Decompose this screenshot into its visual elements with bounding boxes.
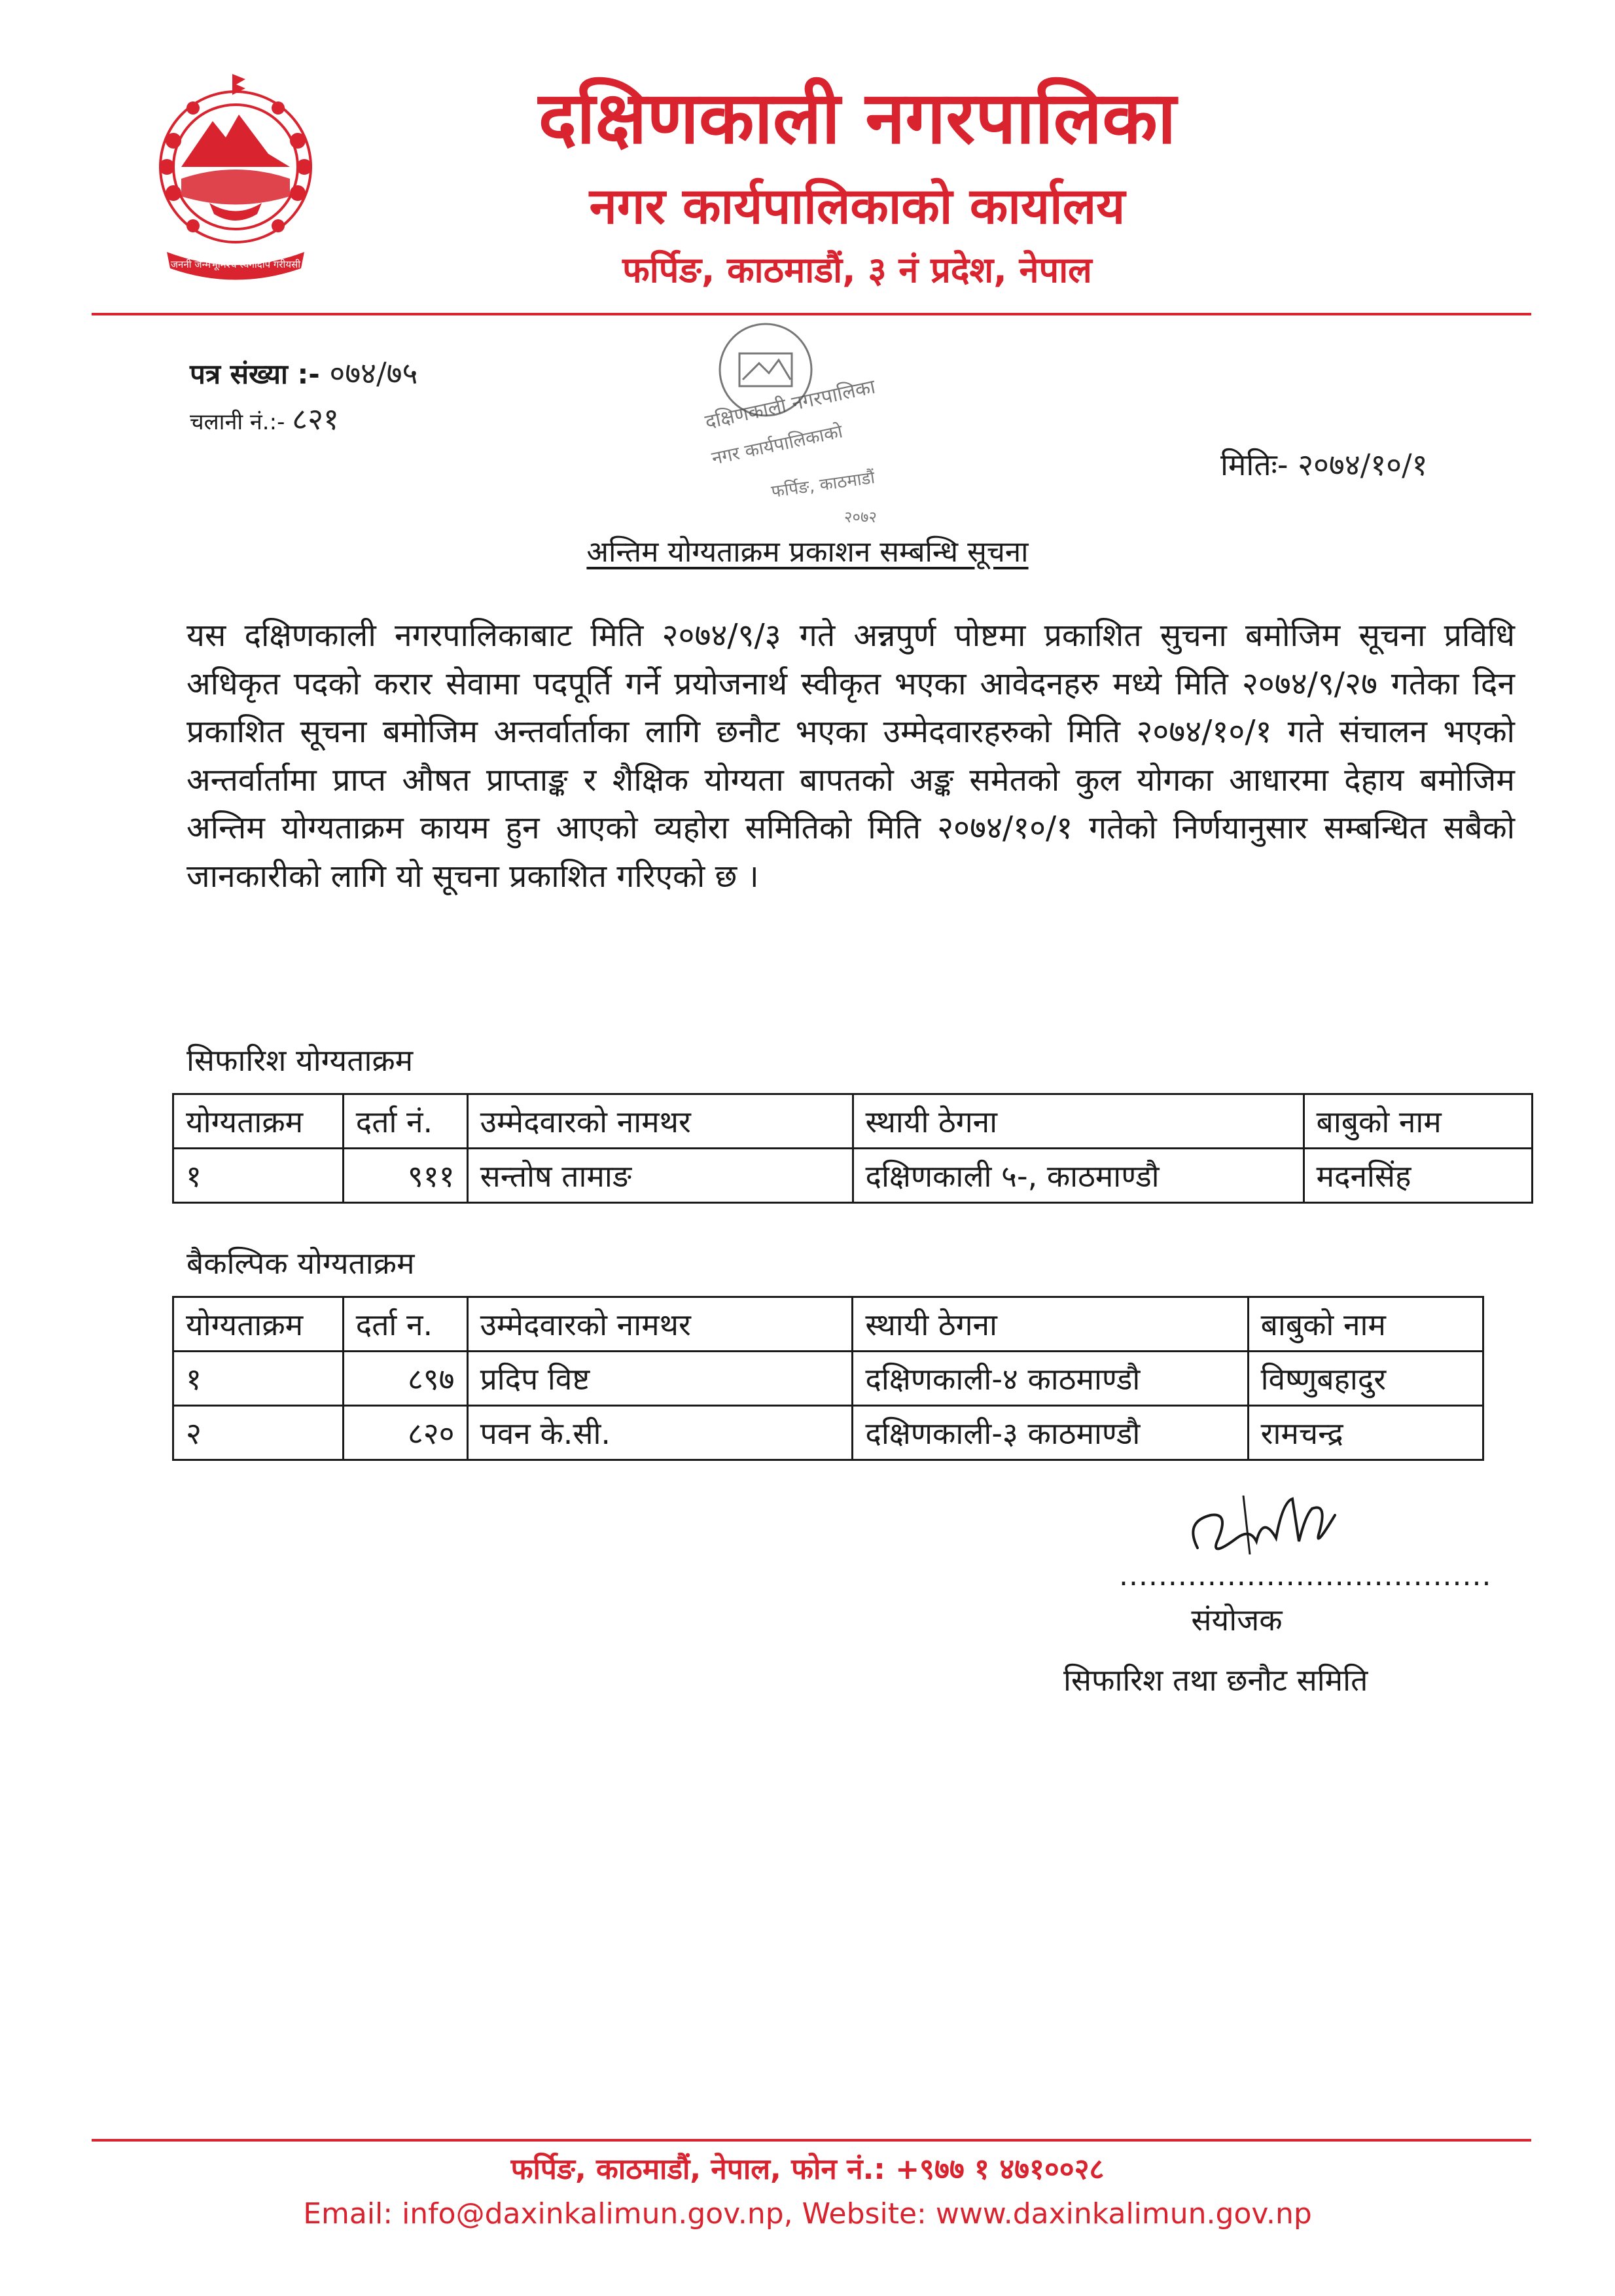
stamp-line-4: २०७२ [844,508,877,526]
column-header: स्थायी ठेगना [853,1094,1304,1149]
father-name-cell: विष्णुबहादुर [1248,1352,1483,1406]
rank-cell: १ [173,1352,344,1406]
column-header: उम्मेदवारको नामथर [467,1094,853,1149]
rank-cell: १ [173,1149,344,1203]
signature-line: ...................................... [1119,1559,1492,1592]
alternate-ranking-table [172,1296,1484,1461]
table-row [173,1149,1533,1203]
recommended-ranking-title: सिफारिश योग्यताक्रम [186,1043,414,1078]
letter-number-label: पत्र संख्या :- [190,358,320,390]
table-header-row [173,1297,1483,1352]
letter-number-value: ०७४/७५ [329,355,418,391]
notice-body: यस दक्षिणकाली नगरपालिकाबाट मिति २०७४/९/३ गते अन्नपुर्ण पोष्टमा प्रकाशित सुचना बमोजिम सूचना प्रविधि अधिकृत पदको करार सेवामा पदपूर्ति गर्ने प्रयोजनार्थ स्वीकृत भएका आवेदनहरु मध्ये मिति २०७४/९/२७ गतेका दिन प्रकाशित सूचना बमोजिम अन्तर्वार्ताका लागि छनौट भएका उम्मेदवारहरुको मिति २०७४/१०/१ गते संचालन भएको अन्तर्वार्तामा प्राप्त औषत प्राप्ताङ्क र शैक्षिक योग्यता बापतको अङ्क समेतको कुल योगका आधारमा देहाय बमोजिम अन्तिम योग्यताक्रम कायम हुन आएको व्यहोरा समितिको मिति २०७४/१०/१ गतेको निर्णयानुसार सम्बन्धित सबैको जानकारीको लागि यो सूचना प्रकाशित गरिएको छ । [186,617,1515,895]
table-row [173,1352,1483,1406]
table-header-row [173,1094,1533,1149]
address-cell: दक्षिणकाली ५-, काठमाण्डौ [853,1149,1304,1203]
recommended-ranking-table [172,1093,1533,1204]
stamp-line-1: दक्षिणकाली नगरपालिका [703,375,878,434]
letter-number [190,353,417,394]
registration-number-cell: ८२० [343,1406,467,1460]
rank-cell: २ [173,1406,344,1460]
registration-number-cell: ८९७ [343,1352,467,1406]
letter-date [1220,445,1428,484]
notice-title-text: अन्तिम योग्यताक्रम प्रकाशन सम्बन्धि सूचना [586,535,1029,569]
candidate-name-cell: पवन के.सी. [467,1406,853,1460]
table-row [173,1406,1483,1460]
emblem-motto: जननी जन्मभूमिश्च स्वर्गादपि गरीयसी [170,259,301,270]
alternate-ranking-title: बैकल्पिक योग्यताक्रम [186,1246,415,1281]
dispatch-number-label: चलानी नं.:- [190,409,285,435]
father-name-cell: रामचन्द्र [1248,1406,1483,1460]
office-name: नगर कार्यपालिकाको कार्यालय [589,177,1126,235]
column-header: बाबुको नाम [1248,1297,1483,1352]
stamp-line-2: नगर कार्यपालिकाको [709,420,845,469]
candidate-name-cell: प्रदिप विष्ट [467,1352,853,1406]
candidate-name-cell: सन्तोष तामाङ [467,1149,853,1203]
column-header: उम्मेदवारको नामथर [467,1297,853,1352]
date-value: २०७४/१०/१ [1298,447,1428,482]
dispatch-number-value: ८२१ [292,401,339,437]
footer-divider [92,2139,1531,2142]
organization-name: दक्षिणकाली नगरपालिका [538,76,1177,160]
column-header: योग्यताक्रम [173,1094,344,1149]
signatory-title: संयोजक [1191,1602,1283,1638]
column-header: दर्ता न. [343,1297,467,1352]
column-header: बाबुको नाम [1304,1094,1532,1149]
dispatch-number [190,399,339,442]
address-cell: दक्षिणकाली-४ काठमाण्डौ [853,1352,1248,1406]
footer-email-website: Email: info@daxinkalimun.gov.np, Website: www.daxinkalimun.gov.np [303,2197,1312,2231]
address-cell: दक्षिणकाली-३ काठमाण्डौ [853,1406,1248,1460]
column-header: स्थायी ठेगना [853,1297,1248,1352]
father-name-cell: मदनसिंह [1304,1149,1532,1203]
office-address: फर्पिङ, काठमाडौं, ३ नं प्रदेश, नेपाल [622,249,1092,291]
nepal-emblem-icon [141,69,330,285]
stamp-line-3: फर्पिङ, काठमाडौं [770,468,876,502]
footer-contact: फर्पिङ, काठमाडौं, नेपाल, फोन नं.: +९७७ १ ४७१००२८ [510,2153,1105,2186]
committee-name: सिफारिश तथा छनौट समिति [1063,1662,1368,1698]
registration-number-cell: ९११ [343,1149,467,1203]
notice-title [0,531,1615,573]
date-label: मितिः- [1220,447,1288,482]
column-header: योग्यताक्रम [173,1297,344,1352]
office-stamp-icon [694,314,968,537]
column-header: दर्ता नं. [343,1094,467,1149]
